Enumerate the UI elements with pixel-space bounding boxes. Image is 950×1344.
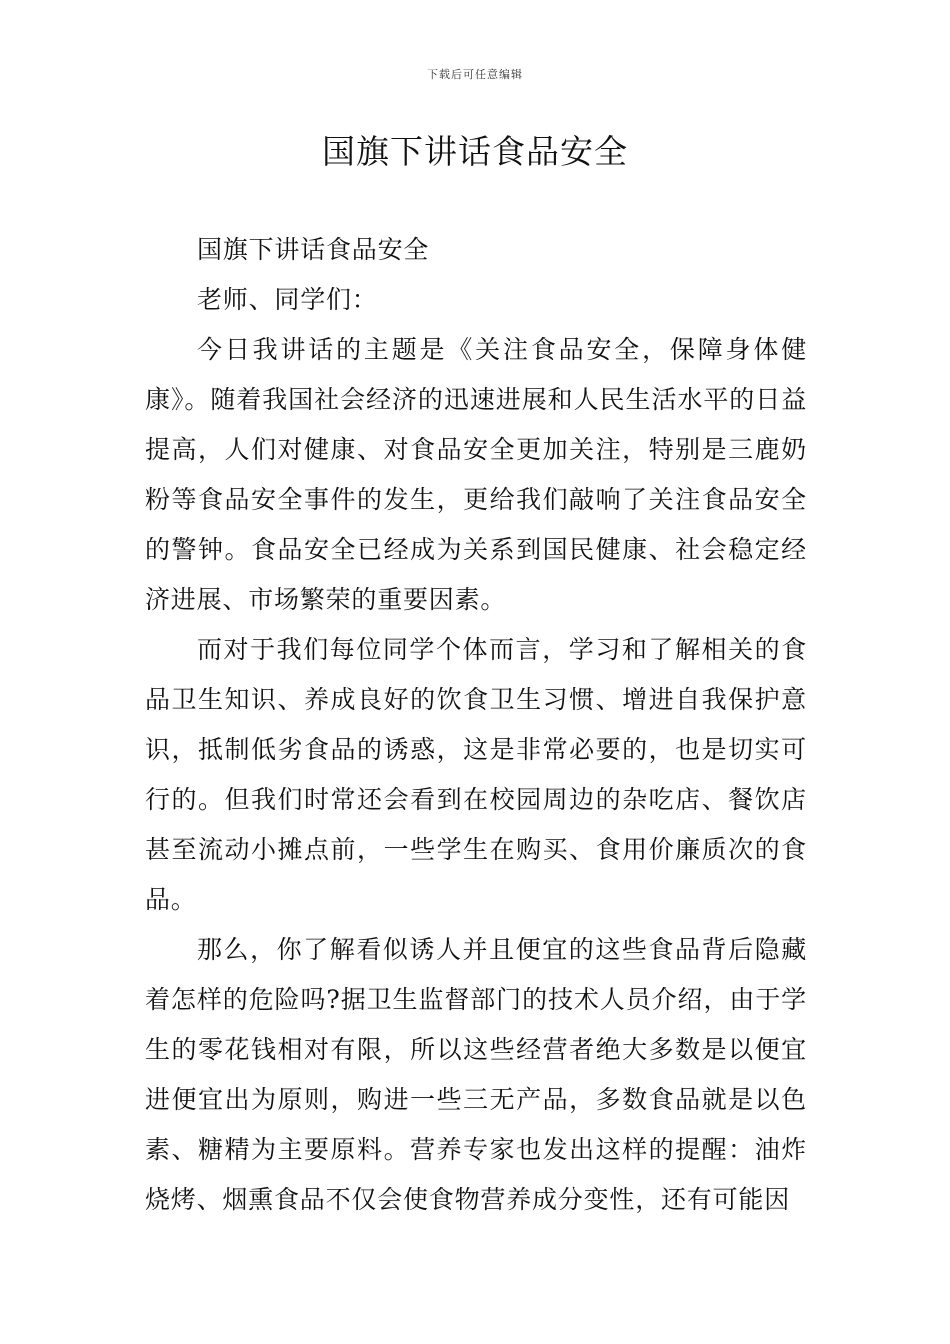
header-note: 下载后可任意编辑	[427, 68, 523, 81]
paragraph: 而对于我们每位同学个体而言，学习和了解相关的食品卫生知识、养成良好的饮食卫生习惯、增进自我保护意识，抵制低劣食品的诱惑，这是非常必要的，也是切实可行的。但我们时常还会看到在校园周边的杂吃店、餐饮店甚至流动小摊点前，一些学生在购买、食用价廉质次的食品。	[145, 635, 807, 914]
paragraph: 今日我讲话的主题是《关注食品安全，保障身体健康》。随着我国社会经济的迅速进展和人民生活水平的日益提高，人们对健康、对食品安全更加关注，特别是三鹿奶粉等食品安全事件的发生，更给我们敲响了关注食品安全的警钟。食品安全已经成为关系到国民健康、社会稳定经济进展、市场繁荣的重要因素。	[145, 335, 807, 614]
paragraph-subtitle: 国旗下讲话食品安全	[197, 235, 430, 264]
document-title: 国旗下讲话食品安全	[322, 132, 628, 171]
paragraph-salutation: 老师、同学们：	[197, 285, 378, 314]
document-body	[145, 225, 807, 1225]
paragraph: 那么，你了解看似诱人并且便宜的这些食品背后隐藏着怎样的危险吗?据卫生监督部门的技术人员介绍，由于学生的零花钱相对有限，所以这些经营者绝大多数是以便宜进便宜出为原则，购进一些三无产品，多数食品就是以色素、糖精为主要原料。营养专家也发出这样的提醒：油炸烧烤、烟熏食品不仅会使食物营养成分变性，还有可能因	[145, 935, 807, 1214]
